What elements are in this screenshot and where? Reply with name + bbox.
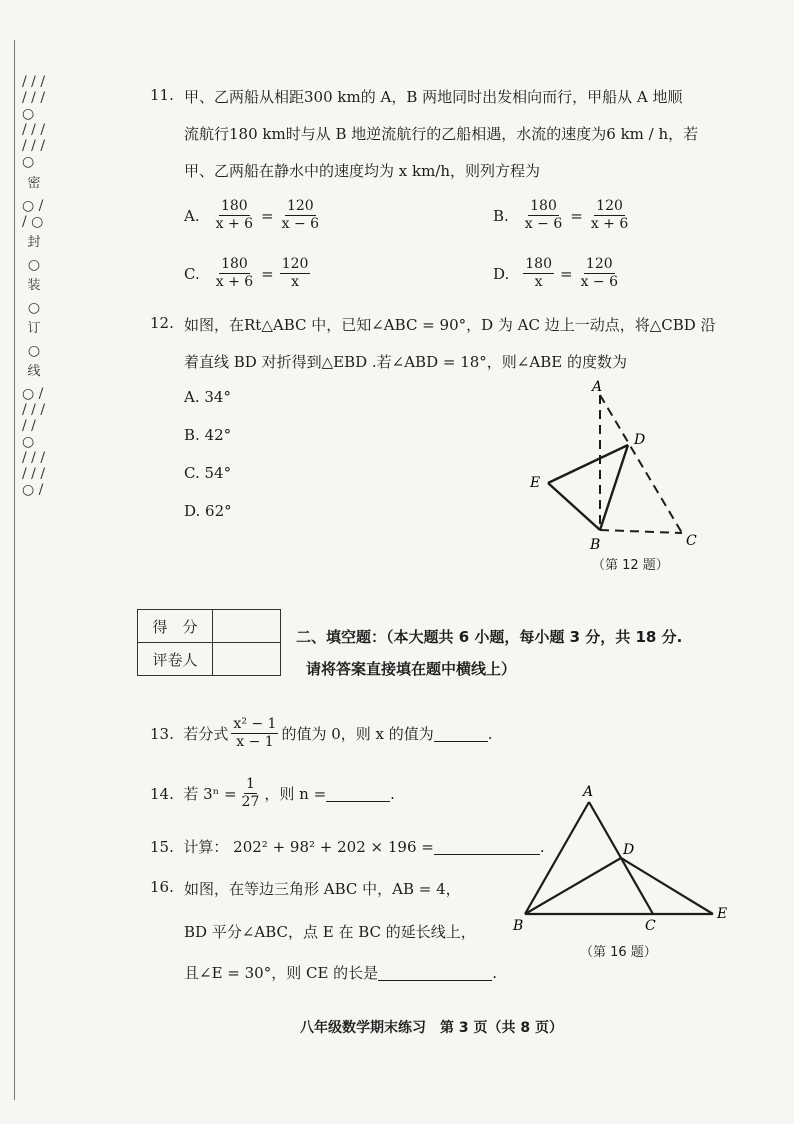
binding-word: 密: [27, 175, 41, 191]
option-c[interactable]: C. $\frac{180}{x + 6}$ = $\frac{120}{x}$: [184, 256, 309, 290]
figure-caption: （第 16 题）: [580, 945, 657, 960]
question-number: 13.: [150, 724, 174, 743]
question-text: 着直线 BD 对折得到△EBD .若∠ABD = 18°，则∠ABE 的度数为: [184, 353, 627, 371]
grader-label: 评卷人: [138, 643, 213, 676]
fraction: $\frac{120}{x + 6}$: [590, 198, 629, 232]
figure-caption: （第 12 题）: [592, 558, 669, 573]
segment-bd: [600, 445, 628, 530]
question-number: 11.: [150, 86, 174, 104]
option-label: A.: [184, 206, 200, 225]
segment-eb: [548, 483, 600, 530]
page-footer: 八年级数学期末练习 第 3 页（共 8 页）: [300, 1020, 563, 1036]
option-label: D.: [493, 264, 510, 283]
label-a: A: [592, 379, 603, 395]
label-e: E: [717, 906, 728, 922]
option-label: B.: [493, 206, 509, 225]
option-a[interactable]: A. $\frac{180}{x + 6}$ = $\frac{120}{x - 6}$: [184, 198, 320, 232]
score-table: [137, 609, 281, 676]
label-c: C: [645, 918, 656, 934]
question-13: 13. 若分式 $\frac{\text{x² − 1}}{x - 1}$ 的值为 0，则 x 的值为 .: [150, 716, 493, 750]
score-cell[interactable]: [213, 610, 281, 643]
fraction: $\frac{180}{x + 6}$: [215, 256, 254, 290]
question-text: BD 平分∠ABC，点 E 在 BC 的延长线上，: [184, 923, 476, 941]
fraction: $\frac{120}{x - 6}$: [580, 256, 619, 290]
fraction: $\frac{180}{x}$: [525, 256, 552, 290]
binding-margin: [0, 0, 56, 1124]
question-14: 14. 若 3ⁿ = $\frac{1}{27}$ ，则 n = .: [150, 776, 395, 810]
answer-blank[interactable]: [434, 725, 488, 742]
question-text: 如图，在Rt△ABC 中，已知∠ABC = 90°，D 为 AC 边上一动点，将△CBD 沿: [184, 316, 716, 334]
binding-word: 线: [27, 363, 41, 379]
question-text: 若 3ⁿ =: [183, 785, 237, 803]
binding-marks: / / / / / / ○: [22, 74, 46, 123]
figure-16: [505, 780, 741, 940]
question-text: ，则 n =: [264, 785, 327, 803]
label-b: B: [590, 537, 601, 553]
section-title: 二、填空题：（本大题共 6 小题，每小题 3 分，共 18 分.: [296, 628, 683, 646]
fraction: $\frac{1}{27}$: [241, 776, 260, 810]
option-c[interactable]: C. 54°: [184, 464, 232, 482]
option-b[interactable]: B. $\frac{180}{x - 6}$ = $\frac{120}{x + 6}$: [493, 198, 629, 232]
segment-bd: [525, 858, 621, 914]
label-a: A: [583, 784, 594, 800]
option-a[interactable]: A. 34°: [184, 388, 231, 406]
answer-blank[interactable]: [326, 785, 390, 802]
binding-word: 订: [27, 320, 41, 336]
question-text: 的值为 0，则 x 的值为: [281, 725, 434, 743]
question-number: 15.: [150, 837, 174, 856]
fraction: $\frac{180}{x - 6}$: [524, 198, 563, 232]
option-b[interactable]: B. 42°: [184, 426, 232, 444]
section-subtitle: 请将答案直接填在题中横线上）: [306, 660, 517, 678]
fraction: $\frac{180}{x + 6}$: [215, 198, 254, 232]
question-text: 甲、乙两船从相距300 km的 A，B 两地同时出发相向而行，甲船从 A 地顺: [184, 88, 683, 106]
label-d: D: [634, 432, 646, 448]
question-number: 14.: [150, 784, 174, 803]
question-number: 12.: [150, 314, 174, 332]
fraction: $\frac{\text{x² − 1}}{x - 1}$: [233, 716, 277, 750]
label-b: B: [513, 918, 524, 934]
label-d: D: [623, 842, 635, 858]
option-d[interactable]: D. 62°: [184, 502, 232, 520]
score-label: 得 分: [138, 610, 213, 643]
question-text: 且∠E = 30°，则 CE 的长是: [184, 964, 379, 982]
question-text: 若分式: [183, 725, 229, 743]
question-number: 16.: [150, 878, 174, 896]
question-text: 流航行180 km时与从 B 地逆流航行的乙船相遇，水流的速度为6 km / h，若: [184, 125, 699, 143]
option-d[interactable]: D. $\frac{180}{x}$ = $\frac{120}{x - 6}$: [493, 256, 619, 290]
binding-line: [14, 40, 15, 1100]
segment-ac: [600, 395, 682, 533]
label-c: C: [686, 533, 697, 549]
binding-word: 装: [27, 277, 41, 293]
segment-ab: [525, 802, 589, 914]
question-text: 计算： 202² + 98² + 202 × 196 =: [183, 838, 434, 856]
answer-blank[interactable]: [378, 964, 492, 981]
segment-de: [621, 858, 713, 914]
segment-de: [548, 445, 628, 483]
question-text: 如图，在等边三角形 ABC 中，AB = 4，: [184, 880, 461, 898]
option-label: C.: [184, 264, 200, 283]
binding-word: 封: [27, 234, 41, 250]
question-text: 甲、乙两船在静水中的速度均为 x km/h，则列方程为: [184, 162, 541, 180]
figure-12: [520, 375, 710, 555]
binding-column: / / / / / / ○ / / / / / / ○ 密 ○ / / ○ 封 ○ 装 ○ 订 ○ 线 ○ / / / / / / ○ / / / / / / ○ /: [22, 74, 46, 499]
question-15: 15. 计算： 202² + 98² + 202 × 196 = .: [150, 837, 545, 856]
grader-cell[interactable]: [213, 643, 281, 676]
segment-bc: [600, 530, 682, 533]
fraction: $\frac{120}{x - 6}$: [281, 198, 320, 232]
label-e: E: [530, 475, 541, 491]
fraction: $\frac{120}{x}$: [281, 256, 309, 290]
